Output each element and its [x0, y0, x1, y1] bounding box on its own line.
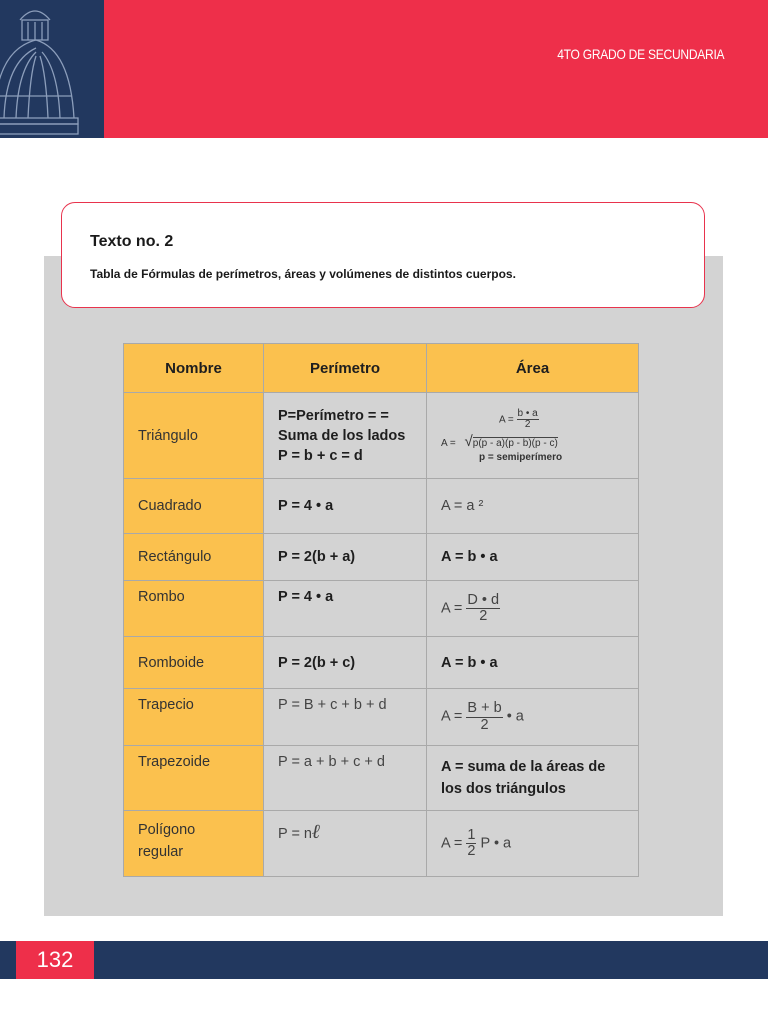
row-perimeter: P = a + b + c + d [264, 746, 427, 811]
row-name: Rombo [124, 581, 264, 637]
header-area: Área [427, 344, 639, 393]
fraction: $\frac{B + b}{2}$ [467, 700, 502, 733]
row-name: Romboide [124, 637, 264, 689]
formulas-table [123, 343, 639, 877]
row-name: Polígono regular [124, 811, 264, 877]
table-row [124, 479, 639, 534]
footer-bar [0, 941, 768, 979]
row-perimeter: P = 2(b + a) [264, 534, 427, 581]
row-name: Trapezoide [124, 746, 264, 811]
row-area: A = $\frac{1}{2}$ P • a [427, 811, 639, 877]
table-row [124, 746, 639, 811]
grade-label: 4TO GRADO DE SECUNDARIA [556, 46, 724, 62]
row-perimeter: P = 4 • a [264, 479, 427, 534]
fraction: $\frac{b • a}{2}$ [517, 407, 538, 430]
row-area: A = b • a [427, 534, 639, 581]
row-name: Rectángulo [124, 534, 264, 581]
header-perimeter: Perímetro [264, 344, 427, 393]
fraction: $\frac{1}{2}$ [467, 826, 476, 859]
row-area: A = $\frac{D • d}{2}$ [427, 581, 639, 637]
table-row [124, 581, 639, 637]
table-row [124, 393, 639, 479]
row-area: A = $\frac{b • a}{2}$ A = √p(p - a)(p - b)(p - c) p = semiperímero [427, 393, 639, 479]
row-perimeter: P=Perímetro = = Suma de los lados P = b + c = d [264, 393, 427, 479]
header-name: Nombre [124, 344, 264, 393]
table-row [124, 811, 639, 877]
table-row [124, 689, 639, 746]
capitol-dome-logo [0, 0, 104, 138]
sqrt-symbol: √ [464, 432, 473, 450]
ell-symbol: ℓ [312, 819, 321, 843]
text-title: Texto no. 2 [90, 233, 174, 250]
page-number: 132 [16, 941, 94, 979]
row-perimeter: P = 2(b + c) [264, 637, 427, 689]
row-perimeter: P = nℓ [264, 811, 427, 877]
row-area: A = a ² [427, 479, 639, 534]
row-name: Triángulo [124, 393, 264, 479]
text-box [61, 202, 705, 308]
row-name: Trapecio [124, 689, 264, 746]
row-perimeter: P = 4 • a [264, 581, 427, 637]
header-banner [104, 0, 768, 138]
table-row [124, 637, 639, 689]
row-area: A = $\frac{B + b}{2}$ • a [427, 689, 639, 746]
row-area: A = b • a [427, 637, 639, 689]
row-perimeter: P = B + c + b + d [264, 689, 427, 746]
table-header-row [124, 344, 639, 393]
fraction: $\frac{D • d}{2}$ [467, 591, 500, 624]
row-name: Cuadrado [124, 479, 264, 534]
table-row [124, 534, 639, 581]
dome-icon [0, 0, 104, 138]
row-area: A = suma de la áreas de los dos triángulos [427, 746, 639, 811]
text-description: Tabla de Fórmulas de perímetros, áreas y volúmenes de distintos cuerpos. [90, 267, 516, 281]
